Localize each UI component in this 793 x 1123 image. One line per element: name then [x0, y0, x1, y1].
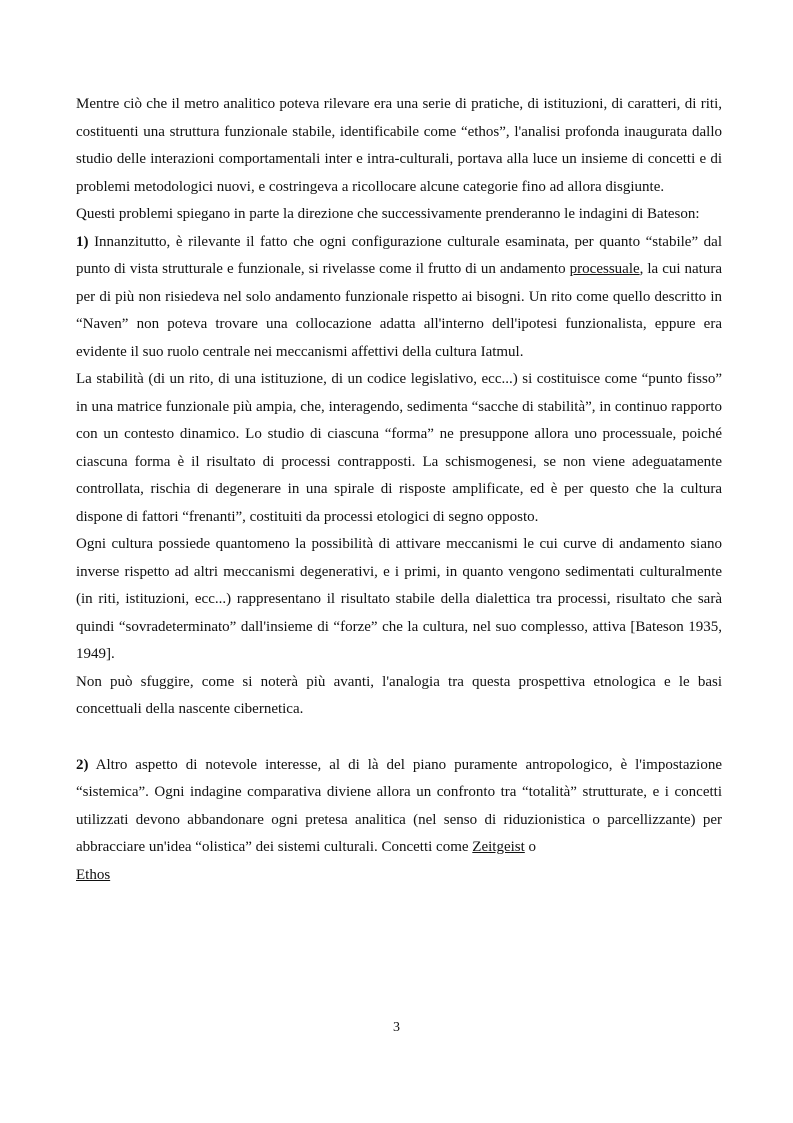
underlined-term-zeitgeist: Zeitgeist: [472, 839, 525, 855]
paragraph-5: Ogni cultura possiede quantomeno la possibilità di attivare meccanismi le cui curve di andamento siano inverse rispetto ad altri meccanismi degenerativi, e i primi, in quanto vengono sedimentati culturalmente (in riti, istituzioni, ecc...) rappresentano il risultato stabile della dialettica tra processi, risultato che sarà quindi “sovradeterminato” dall'insieme di “forze” che la cultura, nel suo complesso, attiva [Bateson 1935, 1949].: [76, 536, 722, 662]
paragraph-7-text-a: Altro aspetto di notevole interesse, al di là del piano puramente antropologico, è l'impostazione “sistemica”. Ogni indagine comparativa diviene allora un confronto tra “totalità” strutturate, e i concetti utilizzati devono abbandonare ogni pretesa analitica (nel senso di riduzionistica o parcellizzante) per abbracciare un'idea “olistica” dei sistemi culturali. Concetti come: [76, 756, 722, 855]
paragraph-7: [76, 752, 722, 890]
point-number-1: 1): [76, 233, 89, 250]
paragraph-2: Questi problemi spiegano in parte la direzione che successivamente prenderanno le indagini di Bateson:: [76, 206, 700, 222]
paragraph-3-text-b: , la cui natura per di più non risiedeva nel solo andamento funzionale rispetto ai bisogni. Un rito come quello descritto in “Naven” non poteva trovare una collocazione adatta all'interno dell'ipotesi funzionalista, eppure era evidente il suo ruolo centrale nei meccanismi affettivi della cultura Iatmul.: [76, 261, 722, 360]
point-number-2: 2): [76, 756, 89, 773]
underlined-term-processuale: processuale: [569, 261, 640, 277]
underlined-term-ethos: Ethos: [76, 866, 111, 883]
paragraph-gap: [76, 724, 722, 752]
page-number: 3: [393, 1020, 400, 1035]
paragraph-6: Non può sfuggire, come si noterà più avanti, l'analogia tra questa prospettiva etnologica e le basi concettuali della nascente cibernetica.: [76, 673, 722, 717]
paragraph-7-text-b: o: [524, 839, 537, 855]
paragraph-1: Mentre ciò che il metro analitico poteva rilevare era una serie di pratiche, di istituzioni, di caratteri, di riti, costituenti una struttura funzionale stabile, identificabile come “ethos”, l'analisi profonda inaugurata dallo studio delle interazioni comportamentali inter e intra-culturali, portava alla luce un insieme di concetti e di problemi metodologici nuovi, e costringeva a ricollocare alcune categorie fino ad allora disgiunte.: [76, 96, 722, 195]
paragraph-3: [76, 229, 722, 367]
paragraph-3-text-a: Innanzitutto, è rilevante il fatto che ogni configurazione culturale esaminata, per quanto “stabile” dal punto di vista strutturale e funzionale, si rivelasse come il frutto di un andamento: [76, 233, 722, 277]
paragraph-4: La stabilità (di un rito, di una istituzione, di un codice legislativo, ecc...) si costituisce come “punto fisso” in una matrice funzionale più ampia, che, interagendo, sedimenta “sacche di stabilità”, in continuo rapporto con un contesto dinamico. Lo studio di ciascuna “forma” ne presuppone allora uno processuale, poiché ciascuna forma è il risultato di processi contrapposti. La schismogenesi, se non viene adeguatamente controllata, rischia di degenerare in una spirale di risposte amplificate, ed è per questo che la cultura dispone di fattori “frenanti”, costituiti da processi etologici di segno opposto.: [76, 371, 722, 525]
document-body: [76, 91, 722, 889]
